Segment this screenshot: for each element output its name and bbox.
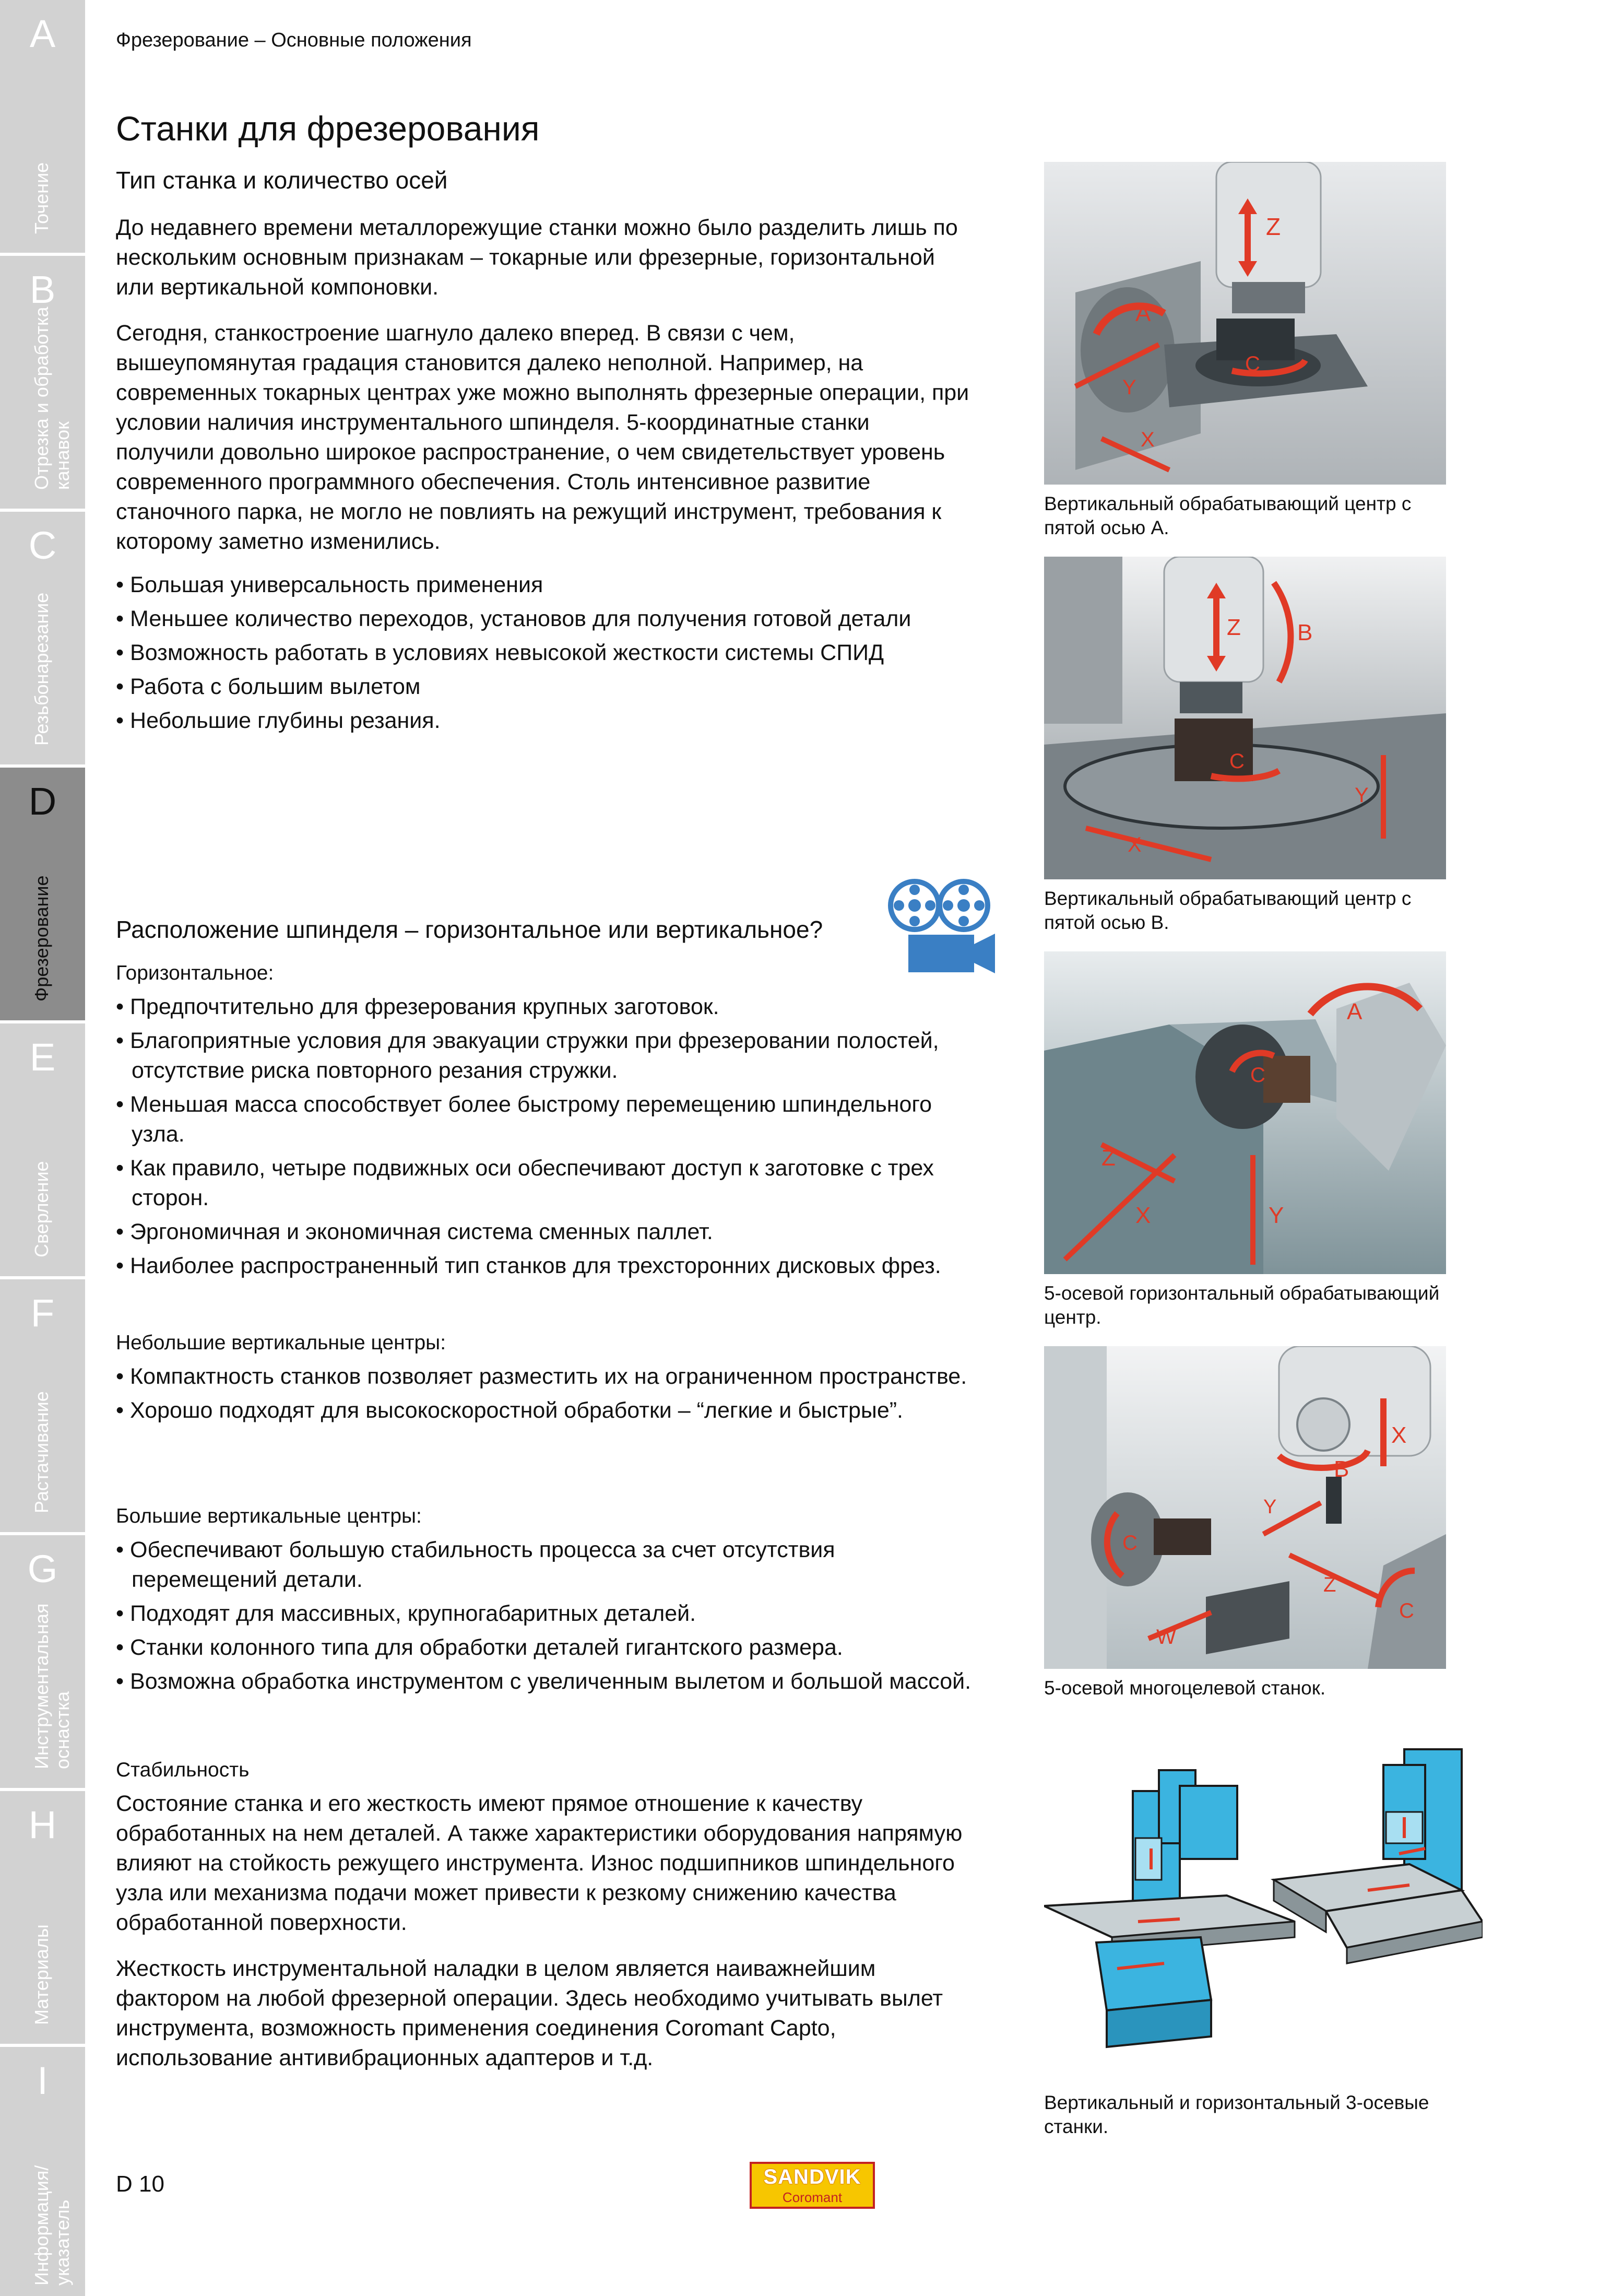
axis-label: C (1399, 1599, 1414, 1622)
axis-label: X (1391, 1422, 1407, 1448)
list-item: • Как правило, четыре подвижных оси обеспечивают доступ к заготовке с трех сторон. (116, 1153, 972, 1213)
axis-label: X (1135, 1203, 1151, 1228)
tab-label: Резьбонарезание (31, 592, 52, 746)
figure-3-axis-machines (1044, 1744, 1483, 2139)
subheading-small-vertical: Небольшие вертикальные центры: (116, 1332, 446, 1354)
tab-f[interactable] (0, 1279, 85, 1535)
figure-vertical-center-a-axis (1044, 162, 1446, 540)
list-item: • Подходят для массивных, крупногабаритных деталей. (116, 1599, 972, 1629)
list-item: • Большая универсальность применения (116, 570, 972, 600)
video-camera-icon[interactable] (887, 878, 1002, 978)
subheading-large-vertical: Большие вертикальные центры: (116, 1505, 422, 1527)
tab-a[interactable] (0, 0, 85, 256)
tab-h[interactable] (0, 1791, 85, 2047)
tab-label: Точение (31, 162, 52, 234)
list-item: • Эргономичная и экономичная система сменных паллет. (116, 1217, 972, 1247)
list-item: • Благоприятные условия для эвакуации стружки при фрезеровании полостей, отсутствие риска повторного резания стружки. (116, 1026, 972, 1086)
axis-label: Z (1101, 1145, 1116, 1171)
machine-render-image (1044, 1346, 1446, 1669)
axis-label: B (1297, 620, 1313, 645)
tab-letter: D (28, 780, 57, 823)
tab-i[interactable] (0, 2047, 85, 2296)
list-item: • Предпочтительно для фрезерования крупных заготовок. (116, 992, 972, 1022)
tab-d[interactable] (0, 768, 85, 1023)
axis-label: Y (1263, 1496, 1277, 1518)
axis-label: Y (1355, 784, 1369, 807)
tab-label: Сверление (31, 1161, 52, 1257)
tab-label: Растачивание (31, 1391, 52, 1513)
figure-caption: Вертикальный обрабатывающий центр с пятой осью В. (1044, 888, 1412, 933)
subheading-horizontal: Горизонтальное: (116, 962, 274, 984)
subheading-stability: Стабильность (116, 1759, 250, 1781)
figure-multitask-machine (1044, 1346, 1446, 1700)
axis-label: Z (1227, 615, 1241, 640)
axis-label: Y (1122, 376, 1136, 399)
tab-letter: E (29, 1035, 56, 1079)
tab-letter: G (27, 1547, 58, 1591)
page-number: D 10 (116, 2171, 164, 2197)
running-header: Фрезерование – Основные положения (116, 29, 472, 51)
list-item: • Компактность станков позволяет разместить их на ограниченном пространстве. (116, 1362, 972, 1392)
large-vertical-list (116, 1535, 972, 1701)
axis-label: Y (1269, 1203, 1284, 1228)
axis-label: W (1156, 1626, 1176, 1649)
horizontal-list (116, 992, 972, 1285)
list-item: • Хорошо подходят для высокоскоростной обработки – “легкие и быстрые”. (116, 1396, 972, 1426)
tab-label: Фрезерование (31, 875, 52, 1002)
list-item: • Меньшее количество переходов, установов для получения готовой детали (116, 604, 972, 634)
tab-label: Отрезка и обработка канавок (31, 307, 73, 490)
figure-caption: Вертикальный обрабатывающий центр с пятой осью А. (1044, 493, 1412, 538)
logo-line: Coromant (782, 2189, 843, 2205)
machine-render-image (1044, 951, 1446, 1274)
axis-label: Z (1323, 1573, 1336, 1596)
figure-vertical-center-b-axis (1044, 557, 1446, 935)
axis-label: B (1334, 1456, 1349, 1482)
chapter-tab-strip (0, 0, 85, 2296)
tab-label: Инструментальная оснастка (31, 1603, 73, 1769)
paragraph: До недавнего времени металлорежущие станки можно было разделить лишь по нескольким основным признакам – токарные или фрезерные, горизонтальной или вертикальной компоновки. (116, 215, 958, 300)
list-item: • Небольшие глубины резания. (116, 706, 972, 736)
axis-label: X (1141, 428, 1155, 451)
advantages-list (116, 570, 972, 740)
tab-letter: C (28, 524, 57, 567)
small-vertical-list (116, 1362, 972, 1430)
list-item: • Станки колонного типа для обработки деталей гигантского размера. (116, 1633, 972, 1663)
sandvik-coromant-logo (750, 2162, 875, 2209)
tab-letter: A (29, 12, 56, 55)
tab-letter: I (37, 2059, 48, 2102)
axis-label: A (1135, 301, 1151, 326)
machine-render-image (1044, 162, 1446, 485)
axis-label: X (1128, 833, 1142, 856)
axis-label: C (1250, 1064, 1265, 1087)
page-title: Станки для фрезерования (116, 109, 540, 148)
machine-render-image (1044, 557, 1446, 879)
paragraph: Сегодня, станкостроение шагнуло далеко вперед. В связи с чем, вышеупомянутая градация становится далеко неполной. Например, на современных токарных центрах уже можно выполнять фрезерные операции, при условии наличия инструментального шпинделя. 5-координатные станки получили довольно широкое распространение, о чем свидетельствует уровень современного программного обеспечения. Столь интенсивное развитие станочного парка, не могло не повлиять на режущий инструмент, требования к которому заметно изменились. (116, 321, 969, 554)
axis-label: Z (1266, 213, 1281, 240)
machine-illustration (1044, 1744, 1483, 2057)
tab-b[interactable] (0, 256, 85, 512)
tab-c[interactable] (0, 512, 85, 768)
axis-label: A (1347, 999, 1363, 1025)
tab-label: Материалы (31, 1924, 52, 2025)
paragraph: Состояние станка и его жесткость имеют прямое отношение к качеству обработанных на нем деталей. А также характеристики оборудования напрямую влияют на стойкость режущего инструмента. Износ подшипников шпиндельного узла или механизма подачи может привести к резкому снижению качества обработанной поверхности. (116, 1791, 963, 1935)
list-item: • Возможна обработка инструментом с увеличенным вылетом и большой массой. (116, 1667, 972, 1697)
logo-line: SANDVIK (763, 2165, 861, 2188)
axis-label: C (1122, 1532, 1138, 1555)
tab-g[interactable] (0, 1535, 85, 1791)
figure-horizontal-5-axis (1044, 951, 1446, 1329)
axis-label: C (1245, 352, 1260, 375)
paragraph: Жесткость инструментальной наладки в целом является наиважнейшим фактором на любой фрезерной операции. Здесь необходимо учитывать вылет инструмента, возможность применения соединения Coromant Capto, использование антивибрационных адаптеров и т.д. (116, 1956, 943, 2070)
list-item: • Наиболее распространенный тип станков для трехсторонних дисковых фрез. (116, 1251, 972, 1281)
tab-letter: B (29, 268, 56, 311)
section-heading-spindle: Расположение шпинделя – горизонтальное или вертикальное? (116, 916, 823, 943)
tab-label: Информация/ указатель (31, 2165, 73, 2286)
list-item: • Обеспечивают большую стабильность процесса за счет отсутствия перемещений детали. (116, 1535, 972, 1595)
list-item: • Работа с большим вылетом (116, 672, 972, 702)
list-item: • Меньшая масса способствует более быстрому перемещению шпиндельного узла. (116, 1090, 972, 1149)
figure-caption: 5-осевой многоцелевой станок. (1044, 1677, 1326, 1699)
figure-caption: 5-осевой горизонтальный обрабатывающий центр. (1044, 1282, 1440, 1328)
list-item: • Возможность работать в условиях невысокой жесткости системы СПИД (116, 638, 972, 668)
tab-letter: H (28, 1803, 57, 1846)
figure-caption: Вертикальный и горизонтальный 3-осевые станки. (1044, 2092, 1429, 2137)
tab-e[interactable] (0, 1023, 85, 1279)
tab-letter: F (30, 1291, 55, 1335)
axis-label: C (1229, 750, 1245, 773)
section-heading-machine-type: Тип станка и количество осей (116, 167, 448, 194)
